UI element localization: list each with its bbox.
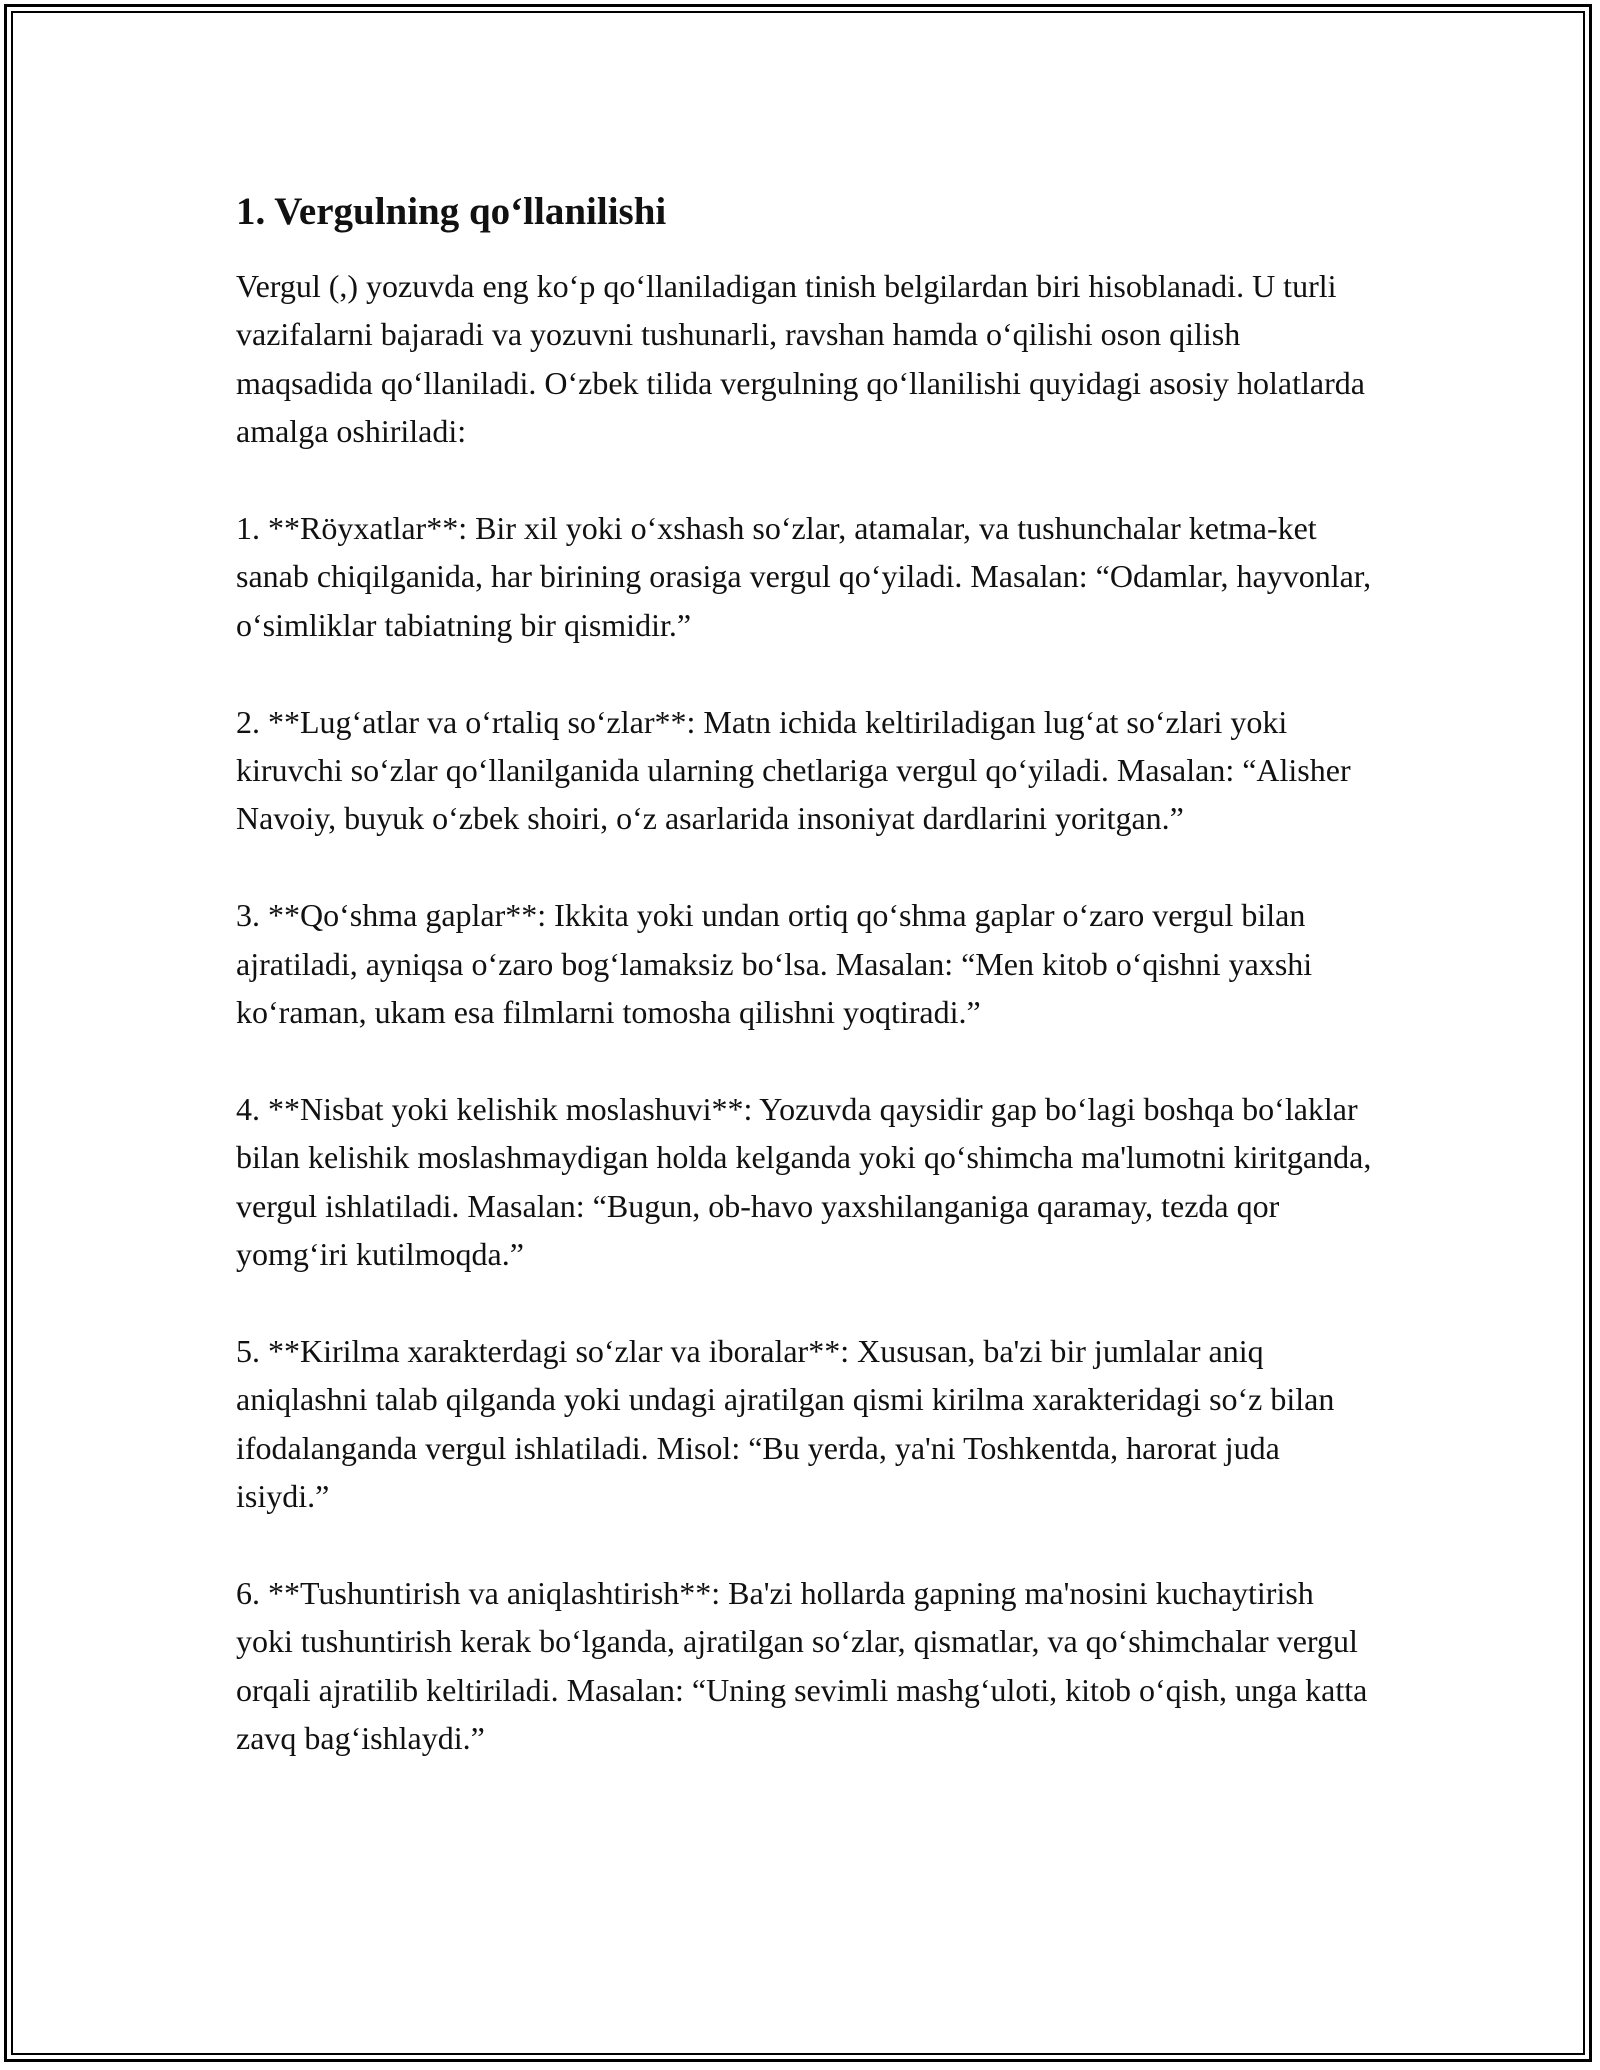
document-body bbox=[236, 186, 1376, 1811]
list-item-4: 4. **Nisbat yoki kelishik moslashuvi**: Yozuvda qaysidir gap bo‘lagi boshqa bo‘laklar bilan kelishik moslashmaydigan holda kelganda yoki qo‘shimcha ma'lumotni kiritganda, vergul ishlatiladi. Masalan: “Bugun, ob-havo yaxshilanganiga qaramay, tezda qor yomg‘iri kutilmoqda.” bbox=[236, 1090, 1372, 1273]
list-item-1: 1. **Röyxatlar**: Bir xil yoki o‘xshash so‘zlar, atamalar, va tushunchalar ketma-ket sanab chiqilganida, har birining orasiga vergul qo‘yiladi. Masalan: “Odamlar, hayvonlar, o‘simliklar tabiatning bir qismidir.” bbox=[236, 510, 1372, 643]
section-title: 1. Vergulning qo‘llanilishi bbox=[236, 190, 667, 233]
list-item-5: 5. **Kirilma xarakterdagi so‘zlar va iboralar**: Xususan, ba'zi bir jumlalar aniq aniqlashni talab qilganda yoki undagi ajratilgan qismi kirilma xarakteridagi so‘z bilan ifodalanganda vergul ishlatiladi. Misol: “Bu yerda, ya'ni Toshkentda, harorat juda isiydi.” bbox=[236, 1332, 1335, 1515]
list-item-2: 2. **Lug‘atlar va o‘rtaliq so‘zlar**: Matn ichida keltiriladigan lug‘at so‘zlari yoki kiruvchi so‘zlar qo‘llanilganida ularning chetlariga vergul qo‘yiladi. Masalan: “Alisher Navoiy, buyuk o‘zbek shoiri, o‘z asarlarida insoniyat dardlarini yoritgan.” bbox=[236, 703, 1351, 837]
intro-paragraph: Vergul (,) yozuvda eng ko‘p qo‘llaniladigan tinish belgilardan biri hisoblanadi. U turli vazifalarni bajaradi va yozuvni tushunarli, ravshan hamda o‘qilishi oson qilish maqsadida qo‘llaniladi. O‘zbek tilida vergulning qo‘llanilishi quyidagi asosiy holatlarda amalga oshiriladi: bbox=[236, 268, 1365, 450]
list-item-3: 3. **Qo‘shma gaplar**: Ikkita yoki undan ortiq qo‘shma gaplar o‘zaro vergul bilan ajratiladi, ayniqsa o‘zaro bog‘lamaksiz bo‘lsa. Masalan: “Men kitob o‘qishni yaxshi ko‘raman, ukam esa filmlarni tomosha qilishni yoqtiradi.” bbox=[236, 897, 1313, 1031]
list-item-6: 6. **Tushuntirish va aniqlashtirish**: Ba'zi hollarda gapning ma'nosini kuchaytirish yoki tushuntirish kerak bo‘lganda, ajratilgan so‘zlar, qismatlar, va qo‘shimchalar vergul orqali ajratilib keltiriladi. Masalan: “Uning sevimli mashg‘uloti, kitob o‘qish, unga katta zavq bag‘ishlaydi.” bbox=[236, 1574, 1368, 1757]
